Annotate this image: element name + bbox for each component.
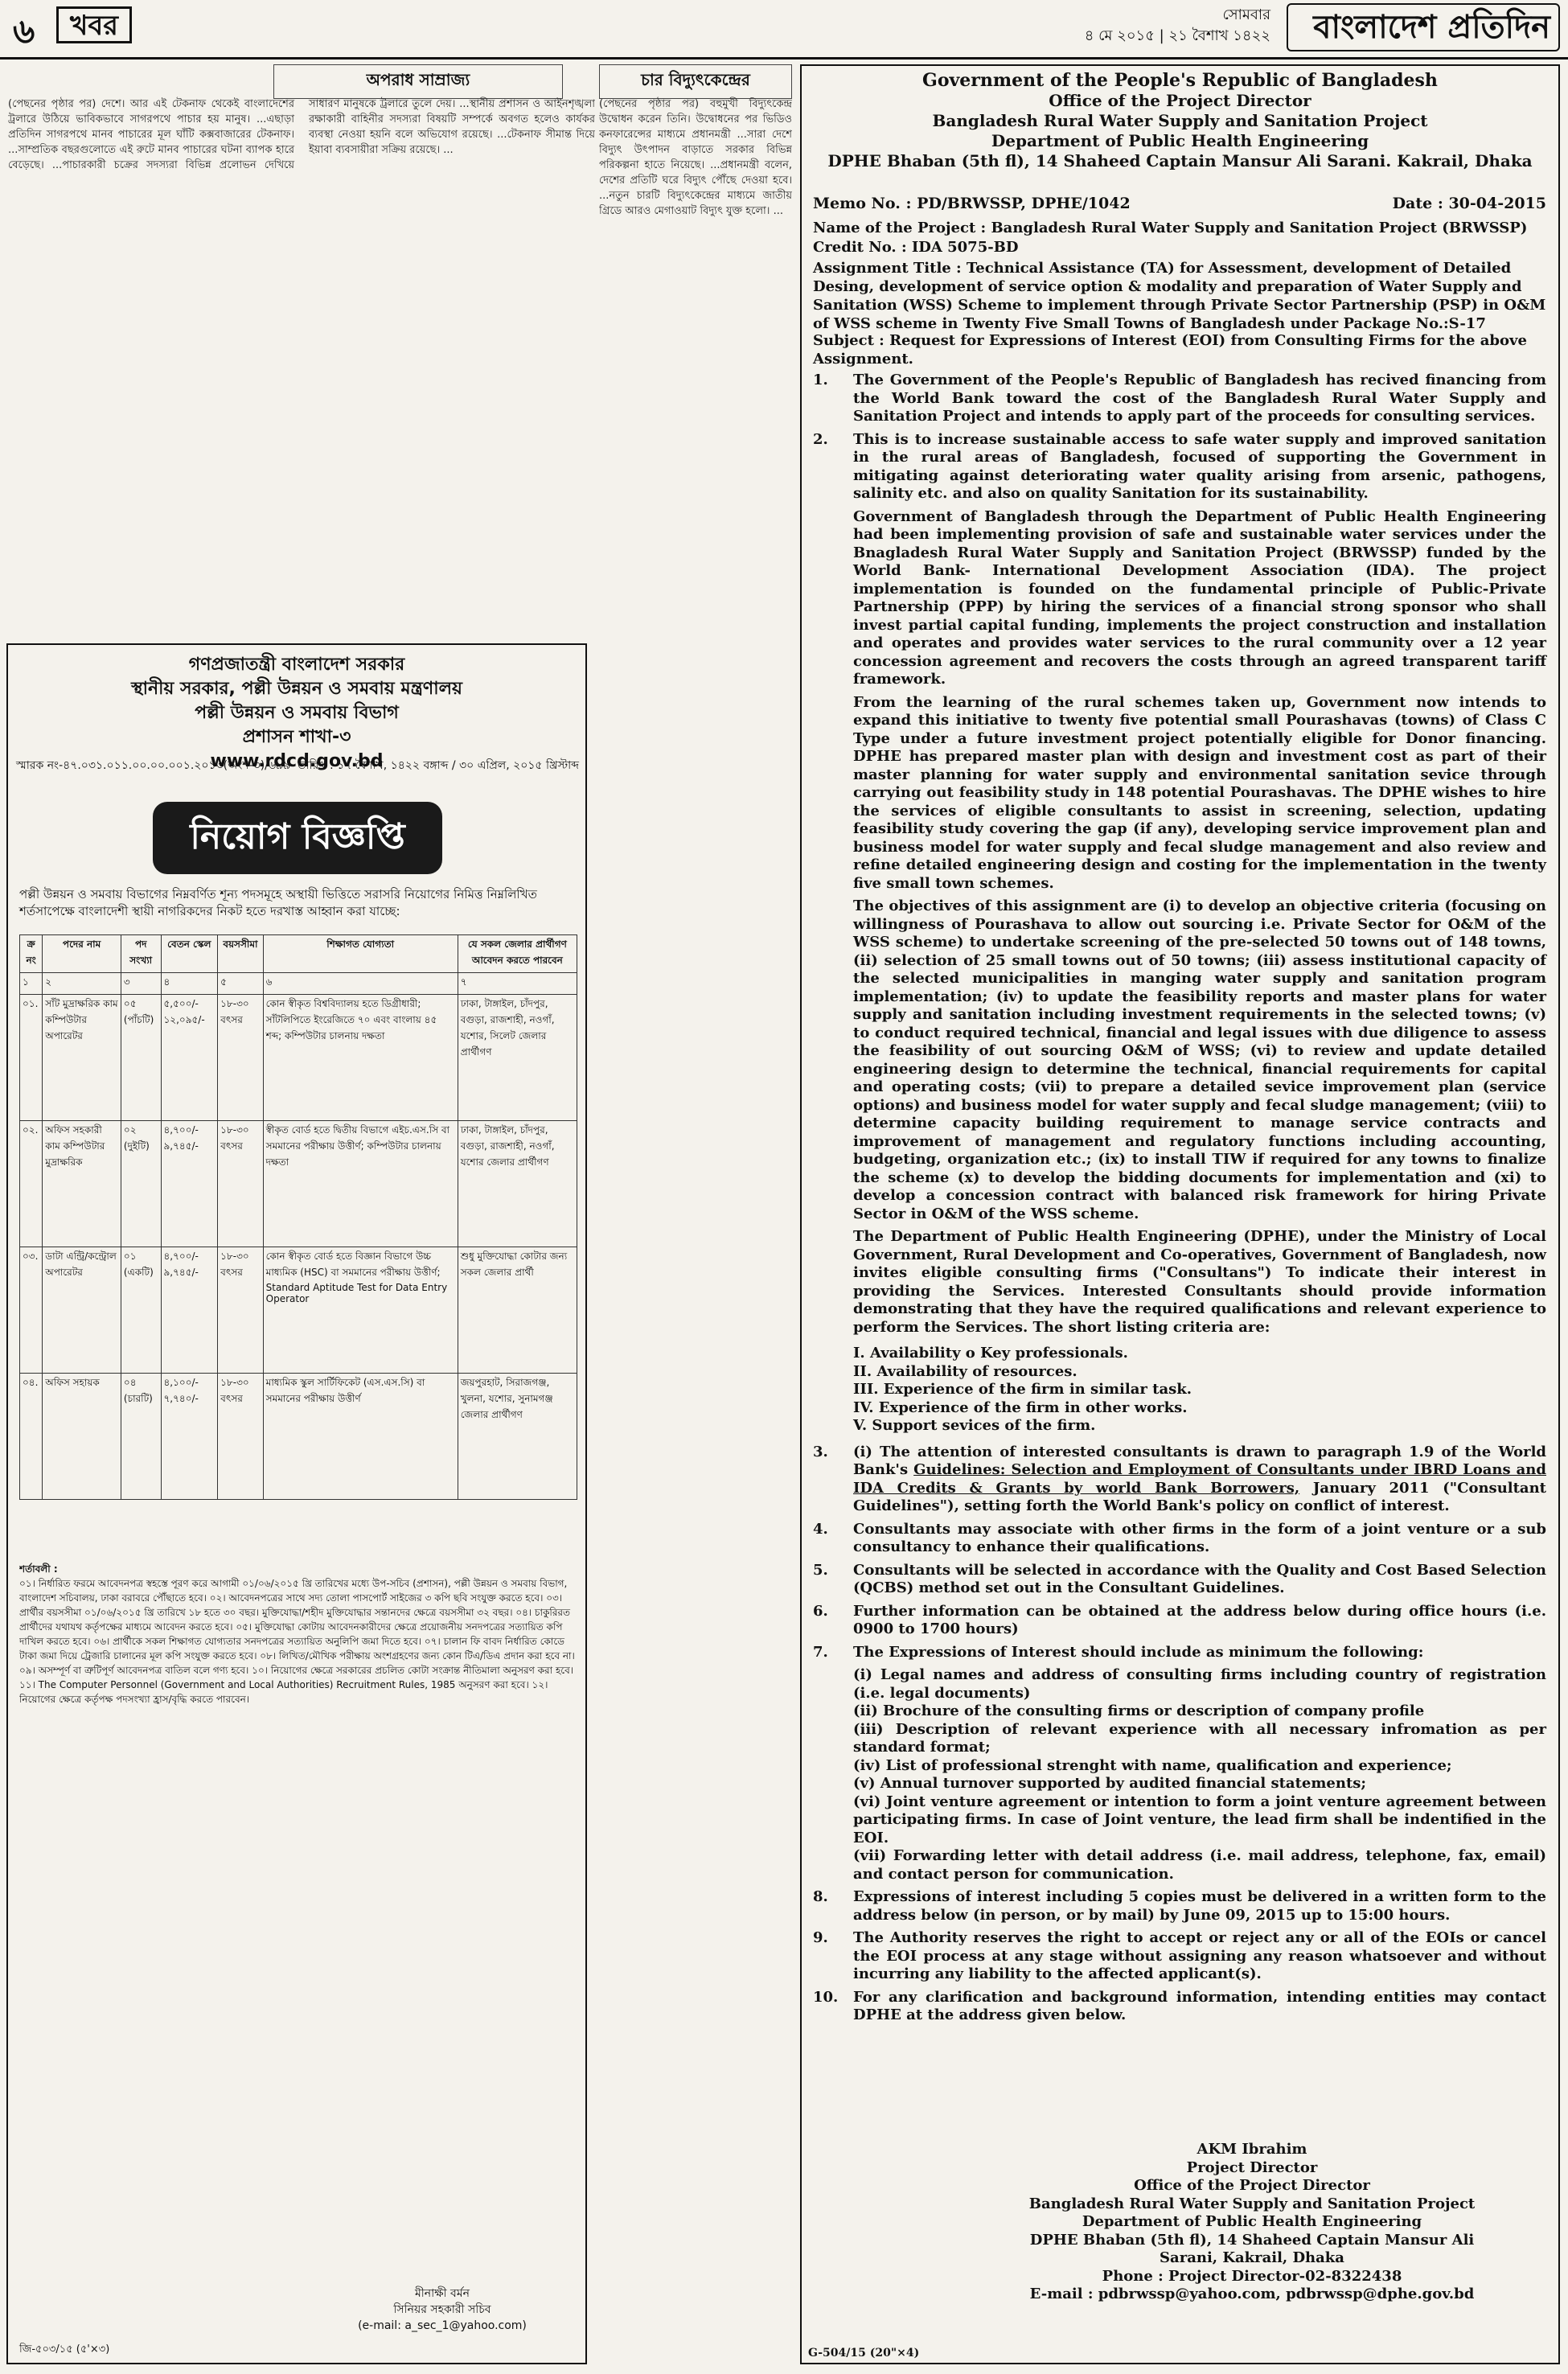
table-row bbox=[20, 995, 577, 1121]
issue-date: ৪ মে ২০১৫ | ২১ বৈশাখ ১৪২২ bbox=[1084, 27, 1270, 44]
table-cell: ০১ (একটি) bbox=[121, 1247, 161, 1374]
table-cell: ৫,৫০০/- ১২,০৯৫/- bbox=[161, 995, 218, 1121]
eoi-paragraph-text: For any clarification and background information, intending entities may contact DPHE at the address given below. bbox=[853, 1988, 1546, 2023]
eoi-reference-code: G-504/15 (20"×4) bbox=[808, 2347, 920, 2360]
guidelines-reference: Guidelines: Selection and Employment of Consultants under IBRD Loans and IDA Credits & Grants by world Bank Borrowers, bbox=[853, 1461, 1546, 1497]
eoi-paragraph-text: Further information can be obtained at the address below during office hours (i.e. 0900 to 1700 hours) bbox=[853, 1602, 1546, 1637]
terms-body: ০১। নির্ধারিত ফরমে আবেদনপত্র স্বহস্তে পূরণ করে আগামী ০১/০৬/২০১৫ খ্রি তারিখের মধ্যে উপ-সচিব (প্রশাসন), পল্লী উন্নয়ন ও সমবায় বিভাগ, বাংলাদেশ সচিবালয়, ঢাকা বরাবরে পৌঁছাতে হবে। ০২। আবেদনপত্রের সাথে সদ্য তোলা পাসপোর্ট সাইজের ৩ কপি ছবি সংযুক্ত করতে হবে। ০৩। প্রার্থীর বয়সসীমা ০১/০৬/২০১৫ খ্রি তারিখে ১৮ হতে ৩০ বছর। মুক্তিযোদ্ধা/শহীদ মুক্তিযোদ্ধার সন্তানদের ক্ষেত্রে বয়সসীমা ৩২ বছর। ০৪। চাকুরিরত প্রার্থীদের যথাযথ কর্তৃপক্ষের মাধ্যমে আবেদন করতে হবে। ০৫। মুক্তিযোদ্ধা কোটায় আবেদনকারীদের ক্ষেত্রে প্রয়োজনীয় সনদপত্রের সত্যায়িত কপি দাখিল করতে হবে। ০৬। প্রার্থীকে সকল শিক্ষাগত যোগ্যতার সনদপত্রের সত্যায়িত অনুলিপি জমা দিতে হবে। ০৭। চালান ফি বাবদ নির্ধারিত কোডে টাকা জমা দিয়ে ট্রেজারি চালানের মূল কপি সংযুক্ত করতে হবে। ০৮। লিখিত/মৌখিক পরীক্ষায় অংশগ্রহণের জন্য কোন টিএ/ডিএ প্রদান করা হবে না। ০৯। অসম্পূর্ণ বা ত্রুটিপূর্ণ আবেদনপত্র বাতিল বলে গণ্য হবে। ১০। নিয়োগের ক্ষেত্রে সরকারের প্রচলিত কোটা সংক্রান্ত নীতিমালা অনুসরণ করা হবে। ১১। The Computer Personnel (Government and Local Authorities) Recruitment Rules, 1985 অনুসরণ করা হবে। ১২। নিয়োগের ক্ষেত্রে কর্তৃপক্ষ পদসংখ্যা হ্রাস/বৃদ্ধি করতে পারবেন। bbox=[19, 1578, 575, 1705]
table-cell: অফিস সহকারী কাম কম্পিউটার মুদ্রাক্ষরিক bbox=[43, 1121, 121, 1247]
eoi-paragraph: 1. The Government of the People's Republic of Bangladesh has recived financing from the World Bank toward the cost of the Bangladesh Rural Water Supply and Sanitation Project and intends to apply part of the proceeds for consulting services. bbox=[813, 372, 1546, 425]
recruitment-intro: পল্লী উন্নয়ন ও সমবায় বিভাগের নিম্নবর্ণিত শূন্য পদসমূহে অস্থায়ী ভিত্তিতে সরাসরি নিয়োগের নিমিত্ত নিম্নলিখিত শর্তসাপেক্ষে বাংলাদেশী স্থায়ী নাগরিকদের নিকট হতে দরখাস্ত আহ্বান করা যাচ্ছে: bbox=[19, 887, 537, 918]
ad-reference-code: জি-৫০৩/১৫ (৫'×৩) bbox=[19, 2343, 110, 2356]
eoi-signer-line: Project Director bbox=[1186, 2158, 1318, 2176]
table-header: ক্র নং bbox=[20, 935, 43, 973]
eoi-requirement: (vi) Joint venture agreement or intention to form a joint venture agreement between participating firms. In case of Joint venture, the lead firm shall be indentified in the EOI. bbox=[853, 1793, 1546, 1846]
section-name: খবর bbox=[56, 6, 132, 43]
gov-memo-number: স্মারক নং-৪৭.০৩১.০১১.০০.০০.০০১.২০১৩(অংশ-৩)/৬৯৯ bbox=[16, 759, 291, 772]
table-cell: ০৪. bbox=[20, 1374, 43, 1500]
date-block bbox=[949, 5, 1270, 47]
table-row bbox=[20, 1121, 577, 1247]
eoi-paragraph-text: The Department of Public Health Engineering (DPHE), under the Ministry of Local Government, Rural Development and Co-operatives, Government of Bangladesh, now invites eligible consulting firms ("Consultans") To indicate their interest in providing the Services. Interested Consultants should provide information demonstrating that they have the required qualifications and relevant experience to perform the Services. The short listing criteria are: bbox=[853, 1228, 1546, 1336]
table-cell: স্বীকৃত বোর্ড হতে দ্বিতীয় বিভাগে এইচ.এস.সি বা সমমানের পরীক্ষায় উত্তীর্ণ; কম্পিউটার চালনায় দক্ষতা bbox=[263, 1121, 458, 1247]
table-cell: সাঁট মুদ্রাক্ষরিক কাম কম্পিউটার অপারেটর bbox=[43, 995, 121, 1121]
eoi-header-line: DPHE Bhaban (5th fl), 14 Shaheed Captain Mansur Ali Sarani. Kakrail, Dhaka bbox=[827, 151, 1533, 170]
eoi-paragraph: 10. For any clarification and background information, intending entities may contact DPHE at the address given below. bbox=[813, 1988, 1546, 2023]
recruitment-notice-title: নিয়োগ বিজ্ঞপ্তি bbox=[153, 802, 442, 874]
eoi-memo-line bbox=[813, 195, 1546, 212]
eoi-requirement: (i) Legal names and address of consulting firms including country of registration (i.e. legal documents) bbox=[853, 1666, 1546, 1702]
gov-signature-block bbox=[314, 2286, 571, 2334]
eoi-paragraph-text: Consultants will be selected in accordance with the Quality and Cost Based Selection (QCBS) method set out in the Consultant Guidelines. bbox=[853, 1561, 1546, 1596]
crime-article-body: (পেছনের পৃষ্ঠার পর) দেশে। আর এই টেকনাফ থেকেই বাংলাদেশের ট্রলারে উঠিয়ে ভাবিকভাবে সাগরপথে পাচার হয় মানুষ। ...এছাড়া প্রতিদিন সাগরপথে মানব পাচারের মূল ঘাঁটি কক্সবাজারের টেকনাফ। ...সাম্প্রতিক বছরগুলোতে এই রুটে মানব পাচারের ঘটনা ব্যাপক হারে বেড়েছে। ...পাচারকারী চক্রের সদস্যরা বিভিন্ন প্রলোভন দেখিয়ে সাধারণ মানুষকে ট্রলারে তুলে দেয়। ...স্থানীয় প্রশাসন ও আইনশৃঙ্খলা রক্ষাকারী বাহিনীর সদস্যরা বিষয়টি সম্পর্কে অবগত হলেও কার্যকর ব্যবস্থা নেওয়া হয়নি বলে অভিযোগ রয়েছে। ...টেকনাফ সীমান্ত দিয়ে ইয়াবা ব্যবসায়ীরা সক্রিয় রয়েছে। ... bbox=[8, 98, 595, 171]
table-header: বয়সসীমা bbox=[218, 935, 263, 973]
eoi-requirement: (ii) Brochure of the consulting firms or description of company profile bbox=[853, 1702, 1425, 1719]
table-number-row bbox=[20, 973, 577, 995]
eoi-memo-number: Memo No. : PD/BRWSSP, DPHE/1042 bbox=[813, 195, 1131, 212]
criteria-item: IV. Experience of the firm in other works. bbox=[853, 1399, 1188, 1416]
criteria-item: V. Support sevices of the firm. bbox=[853, 1417, 1096, 1434]
terms-title: শর্তাবলী : bbox=[19, 1563, 58, 1575]
eoi-paragraph: 6. Further information can be obtained at the address below during office hours (i.e. 0900 to 1700 hours) bbox=[813, 1602, 1546, 1637]
eoi-paragraphs bbox=[813, 372, 1546, 2030]
eoi-paragraph: 2. This is to increase sustainable access to safe water supply and improved sanitation in the rural areas of Bangladesh, focused of supporting the Government in mitigating against deteriorating water quality arising from arsenic, pathogens, salinity etc. and also on quality Sanitation for its sustainability. bbox=[813, 430, 1546, 502]
weekday: সোমবার bbox=[1222, 6, 1270, 23]
eoi-requirement: (v) Annual turnover supported by audited financial statements; bbox=[853, 1775, 1367, 1792]
eoi-email[interactable]: E-mail : pdbrwssp@yahoo.com, pdbrwssp@dphe.gov.bd bbox=[1029, 2286, 1475, 2302]
table-cell: ০৩. bbox=[20, 1247, 43, 1374]
eoi-signer-line: AKM Ibrahim bbox=[1197, 2141, 1307, 2158]
page-number: ৬ bbox=[13, 11, 35, 51]
recruitment-ad bbox=[6, 643, 587, 2364]
eoi-paragraph-text: From the learning of the rural schemes taken up, Government now intends to expand this initiative to twenty five potential small Pourashavas (towns) of Class C Type under a future investment project potentially eligible for Donor financing. DPHE has prepared master plan with design and investment cost as part of their master planning for water supply and environmental sanitation sevice through carrying out feasibility study in 148 potential Pourashavas. The DPHE wishes to hire the services of eligible consultants to assist in screening, selection, updating feasibility study covering the gap (if any), developing service improvement plan and business model for water supply and fecal sludge management and also review and refine detailed engineering design and costing for the implementation in the twenty five small town schemes. bbox=[853, 693, 1546, 892]
eoi-credit-number: Credit No. : IDA 5075-BD bbox=[813, 239, 1019, 256]
eoi-project-name: Name of the Project : Bangladesh Rural Water Supply and Sanitation Project (BRWSSP) bbox=[813, 220, 1528, 236]
eoi-paragraph: 7. The Expressions of Interest should include as minimum the following: bbox=[813, 1644, 1546, 1662]
table-cell: ১৮-৩০ বৎসর bbox=[218, 1121, 263, 1247]
criteria-item: III. Experience of the firm in similar task. bbox=[853, 1381, 1192, 1398]
gov-memo-date: তারিখ : ১৭ বৈশাখ, ১৪২২ বঙ্গাব্দ / ৩০ এপ্রিল, ২০১৫ খ্রিস্টাব্দ bbox=[298, 759, 579, 772]
table-cell: ০১. bbox=[20, 995, 43, 1121]
eoi-header-line: Government of the People's Republic of Bangladesh bbox=[922, 70, 1438, 91]
eoi-paragraph: 4. Consultants may associate with other firms in the form of a joint venture or a sub consultancy to enhance their qualifications. bbox=[813, 1520, 1546, 1555]
eoi-assignment-title: Assignment Title : Technical Assistance (TA) for Assessment, development of Detailed Desing, development of service option & modality and preparation of Water Supply and Sanitation (WSS) Scheme to implement through Private Sector Partnership (PSP) in O&M of WSS scheme in Twenty Five Small Towns of Bangladesh under Package No.:S-17 bbox=[813, 260, 1546, 332]
paper-logo: বাংলাদেশ প্রতিদিন bbox=[1287, 3, 1560, 51]
gov-header-line: গণপ্রজাতন্ত্রী বাংলাদেশ সরকার bbox=[188, 655, 405, 675]
eoi-signature-block bbox=[1011, 2141, 1493, 2304]
table-cell: ৪,১০০/- ৭,৭৪০/- bbox=[161, 1374, 218, 1500]
table-cell: ১৮-৩০ বৎসর bbox=[218, 995, 263, 1121]
column-number: ৪ bbox=[161, 973, 218, 995]
eoi-requirement: (iv) List of professional strenght with name, qualification and experience; bbox=[853, 1756, 1452, 1774]
recruitment-ad-header bbox=[8, 653, 585, 774]
eoi-paragraph-text: The objectives of this assignment are (i) to develop an objective criteria (focusing on willingness of Pourashava to allow out sourcing i.e. Private Sector for O&M of the WSS scheme) to undertake screening of the pre-selected 50 towns out of 148 towns, (ii) selection of 25 small towns out of 50 towns; (iii) assess institutional capacity of the selected municipalities in manging water supply and sanitation program implementation; (iv) to update the feasibility reports and master plans for water supply and sanitation including investment requirements in the selected towns; (v) to conduct required technical, financial and legal issues with due diligence to assess the feasibility of out sourcing O&M of WSS; (vi) to review and update detailed engineering design to determine the technical, financial requirements for capital and operating costs; (vii) to prepare a detailed sevice improvement plan (service options) and business model for water supply and fecal sludge management; (viii) to determine capacity building requirement to manage service contracts and improvement of management and regulatory functions including accounting, budgeting, organization etc.; (ix) to install TIW if required for any towns to finalize the scheme (x) to develop the bidding documents for implementation and (xi) to develop a concession contract with balanced risk framework for hiring Private Sector in O&M of the WSS scheme. bbox=[853, 897, 1546, 1222]
signer-email[interactable]: (e-mail: a_sec_1@yahoo.com) bbox=[358, 2319, 527, 2332]
eoi-header-line: Department of Public Health Engineering bbox=[991, 131, 1369, 150]
eoi-subject: Subject : Request for Expressions of Interest (EOI) from Consulting Firms for the above Assignment. bbox=[813, 332, 1527, 368]
table-cell: কোন স্বীকৃত বোর্ড হতে বিজ্ঞান বিভাগে উচ্চ মাধ্যমিক (HSC) বা সমমানের পরীক্ষায় উত্তীর্ণ; Standard Aptitude Test for Data Entry Operator bbox=[263, 1247, 458, 1374]
eoi-paragraph-text: The Expressions of Interest should include as minimum the following: bbox=[853, 1643, 1424, 1661]
table-cell: শুধু মুক্তিযোদ্ধা কোটার জন্য সকল জেলার প্রার্থী bbox=[458, 1247, 577, 1374]
eoi-header bbox=[802, 71, 1558, 171]
table-header: পদ সংখ্যা bbox=[121, 935, 161, 973]
eoi-header-line: Bangladesh Rural Water Supply and Sanitation Project bbox=[932, 111, 1428, 130]
eoi-paragraph-text: This is to increase sustainable access to safe water supply and improved sanitation in the rural areas of Bangladesh, focused of supporting the Government in mitigating against deteriorating water quality arising from arsenic, pathogens, salinity etc. and also on quality Sanitation for its sustainability. bbox=[853, 430, 1546, 502]
table-row bbox=[20, 1374, 577, 1500]
column-number: ৬ bbox=[263, 973, 458, 995]
power-article-body: (পেছনের পৃষ্ঠার পর) বহুমুখী বিদ্যুৎকেন্দ্র উদ্বোধন করেন তিনি। উদ্বোধনের পর ভিডিও কনফারেন্সের মাধ্যমে প্রধানমন্ত্রী ...সারা দেশে বিদ্যুৎ উৎপাদন বাড়াতে সরকার বিভিন্ন পরিকল্পনা হাতে নিয়েছে। ...প্রধানমন্ত্রী বলেন, দেশের প্রতিটি ঘরে বিদ্যুৎ পৌঁছে দেওয়া হবে। ...নতুন চারটি বিদ্যুৎকেন্দ্রের মাধ্যমে জাতীয় গ্রিডে আরও মেগাওয়াট বিদ্যুৎ যুক্ত হলো। ... bbox=[599, 98, 792, 217]
table-cell: ১৮-৩০ বৎসর bbox=[218, 1374, 263, 1500]
criteria-item: II. Availability of resources. bbox=[853, 1362, 1077, 1380]
column-number: ৭ bbox=[458, 973, 577, 995]
recruitment-terms bbox=[19, 1562, 577, 2269]
eoi-paragraph: 3. (i) The attention of interested consultants is drawn to paragraph 1.9 of the World Bank's Guidelines: Selection and Employment of Consultants under IBRD Loans and IDA Credits & Grants by world Bank Borrowers, January 2011 ("Consultant Guidelines"), setting forth the World Bank's policy on conflict of interest. bbox=[813, 1443, 1546, 1514]
table-header: যে সকল জেলার প্রার্থীগণ আবেদন করতে পারবেন bbox=[458, 935, 577, 973]
eoi-paragraph: 8. Expressions of interest including 5 copies must be delivered in a written form to the address below (in person, or by mail) by June 09, 2015 up to 15:00 hours. bbox=[813, 1888, 1546, 1924]
gov-memo bbox=[16, 758, 579, 774]
column-number: ২ bbox=[43, 973, 121, 995]
eoi-paragraph: 9. The Authority reserves the right to accept or reject any or all of the EOIs or cancel the EOI process at any stage without assigning any reason whatsoever and without incurring any liability to the affected applicant(s). bbox=[813, 1929, 1546, 1982]
eoi-paragraph-text: Government of Bangladesh through the Department of Public Health Engineering had been implementing provision of safe and sustainable water services under the Bnagladesh Rural Water Supply and Sanitation Project (BRWSSP) funded by the World Bank- International Development Association (IDA). The project implementation is founded on the fundamental principle of Public-Private Partnership (PPP) by hiring the services of a financial strong sponsor who shall invest partial capital funding, implements the project construction and installation and operates and provides water services to the rural community over a 12 year concession agreement and recovers the costs through an agreed transparent tariff framework. bbox=[853, 507, 1546, 688]
table-header: শিক্ষাগত যোগ্যতা bbox=[263, 935, 458, 973]
eoi-paragraph-text: The Government of the People's Republic of Bangladesh has recived financing from the World Bank toward the cost of the Bangladesh Rural Water Supply and Sanitation Project and intends to apply part of the proceeds for consulting services. bbox=[853, 372, 1546, 425]
eoi-signer-line: Bangladesh Rural Water Supply and Sanitation Project bbox=[1028, 2195, 1476, 2212]
table-cell: ঢাকা, টাঙ্গাইল, চাঁদপুর, বগুড়া, রাজশাহী, নওগাঁ, যশোর জেলার প্রার্থীগণ bbox=[458, 1121, 577, 1247]
table-header: বেতন স্কেল bbox=[161, 935, 218, 973]
signer-title: সিনিয়র সহকারী সচিব bbox=[393, 2303, 491, 2316]
eoi-requirement: (iii) Description of relevant experience with all necessary infromation as per standard format; bbox=[853, 1720, 1546, 1756]
table-row bbox=[20, 1247, 577, 1374]
eoi-signer-line: DPHE Bhaban (5th fl), 14 Shaheed Captain Mansur Ali bbox=[1029, 2231, 1475, 2249]
table-cell: ০২. bbox=[20, 1121, 43, 1247]
table-cell: ০৪ (চারটি) bbox=[121, 1374, 161, 1500]
eoi-paragraph-text: (i) The attention of interested consultants is drawn to paragraph 1.9 of the World Bank's bbox=[853, 1443, 1546, 1478]
table-cell: অফিস সহায়ক bbox=[43, 1374, 121, 1500]
table-cell: ডাটা এন্ট্রি/কন্ট্রোল অপারেটর bbox=[43, 1247, 121, 1374]
column-number: ১ bbox=[20, 973, 43, 995]
gov-website-link[interactable]: www.rdcd.gov.bd bbox=[210, 751, 384, 771]
table-cell: মাধ্যমিক স্কুল সার্টিফিকেট (এস.এস.সি) বা সমমানের পরীক্ষায় উত্তীর্ণ bbox=[263, 1374, 458, 1500]
signer-name: মীনাক্ষী বর্মন bbox=[415, 2287, 470, 2300]
eoi-paragraph: 5. Consultants will be selected in accordance with the Quality and Cost Based Selection (QCBS) method set out in the Consultant Guidelines. bbox=[813, 1561, 1546, 1596]
table-cell: কোন স্বীকৃত বিশ্ববিদ্যালয় হতে ডিগ্রীধারী; সাঁটলিপিতে ইংরেজিতে ৭০ এবং বাংলায় ৪৫ শব্দ; কম্পিউটার চালনায় দক্ষতা bbox=[263, 995, 458, 1121]
gov-header-line: প্রশাসন শাখা-৩ bbox=[242, 727, 351, 747]
table-cell: জয়পুরহাট, সিরাজগঞ্জ, খুলনা, যশোর, সুনামগঞ্জ জেলার প্রার্থীগণ bbox=[458, 1374, 577, 1500]
eoi-phone: Phone : Project Director-02-8322438 bbox=[1102, 2267, 1402, 2285]
column-number: ৫ bbox=[218, 973, 263, 995]
table-cell: ১৮-৩০ বৎসর bbox=[218, 1247, 263, 1374]
eoi-signer-line: Sarani, Kakrail, Dhaka bbox=[1160, 2249, 1344, 2266]
crime-article-title: অপরাধ সাম্রাজ্য bbox=[273, 64, 563, 99]
eoi-signer-line: Office of the Project Director bbox=[1134, 2177, 1370, 2194]
eoi-paragraph-text: Expressions of interest including 5 copies must be delivered in a written form to the address below (in person, or by mail) by June 09, 2015 up to 15:00 hours. bbox=[853, 1888, 1546, 1924]
table-header-row bbox=[20, 935, 577, 973]
eoi-paragraph-text: January 2011 ("Consultant Guidelines"), setting forth the World Bank's policy on conflict of interest. bbox=[853, 1479, 1546, 1514]
column-number: ৩ bbox=[121, 973, 161, 995]
criteria-item: I. Availability o Key professionals. bbox=[853, 1345, 1128, 1362]
gov-header-line: স্থানীয় সরকার, পল্লী উন্নয়ন ও সমবায় মন্ত্রণালয় bbox=[131, 679, 462, 699]
table-cell: ০২ (দুইটি) bbox=[121, 1121, 161, 1247]
table-header: পদের নাম bbox=[43, 935, 121, 973]
eoi-requirement: (vii) Forwarding letter with detail address (i.e. mail address, telephone, fax, email) and contact person for communication. bbox=[853, 1847, 1546, 1883]
table-cell: ৪,৭০০/- ৯,৭৪৫/- bbox=[161, 1121, 218, 1247]
table-cell: ঢাকা, টাঙ্গাইল, চাঁদপুর, বগুড়া, রাজশাহী, নওগাঁ, যশোর, সিলেট জেলার প্রার্থীগণ bbox=[458, 995, 577, 1121]
power-article-title: চার বিদ্যুৎকেন্দ্রের bbox=[599, 64, 792, 99]
eoi-paragraph-text: The Authority reserves the right to accept or reject any or all of the EOIs or cancel the EOI process at any stage without assigning any reason whatsoever and without incurring any liability to the affected applicant(s). bbox=[853, 1929, 1546, 1982]
eoi-paragraph-text: Consultants may associate with other firms in the form of a joint venture or a sub consultancy to enhance their qualifications. bbox=[853, 1520, 1546, 1555]
table-cell: ০৫ (পাঁচটি) bbox=[121, 995, 161, 1121]
eoi-signer-line: Department of Public Health Engineering bbox=[1082, 2213, 1422, 2230]
eoi-ad bbox=[800, 64, 1560, 2364]
vacancy-table bbox=[19, 934, 577, 1500]
gov-header-line: পল্লী উন্নয়ন ও সমবায় বিভাগ bbox=[195, 703, 399, 723]
eoi-header-line: Office of the Project Director bbox=[1049, 91, 1311, 110]
eoi-memo-date: Date : 30-04-2015 bbox=[1392, 195, 1546, 212]
table-cell: ৪,৭০০/- ৯,৭৪৫/- bbox=[161, 1247, 218, 1374]
